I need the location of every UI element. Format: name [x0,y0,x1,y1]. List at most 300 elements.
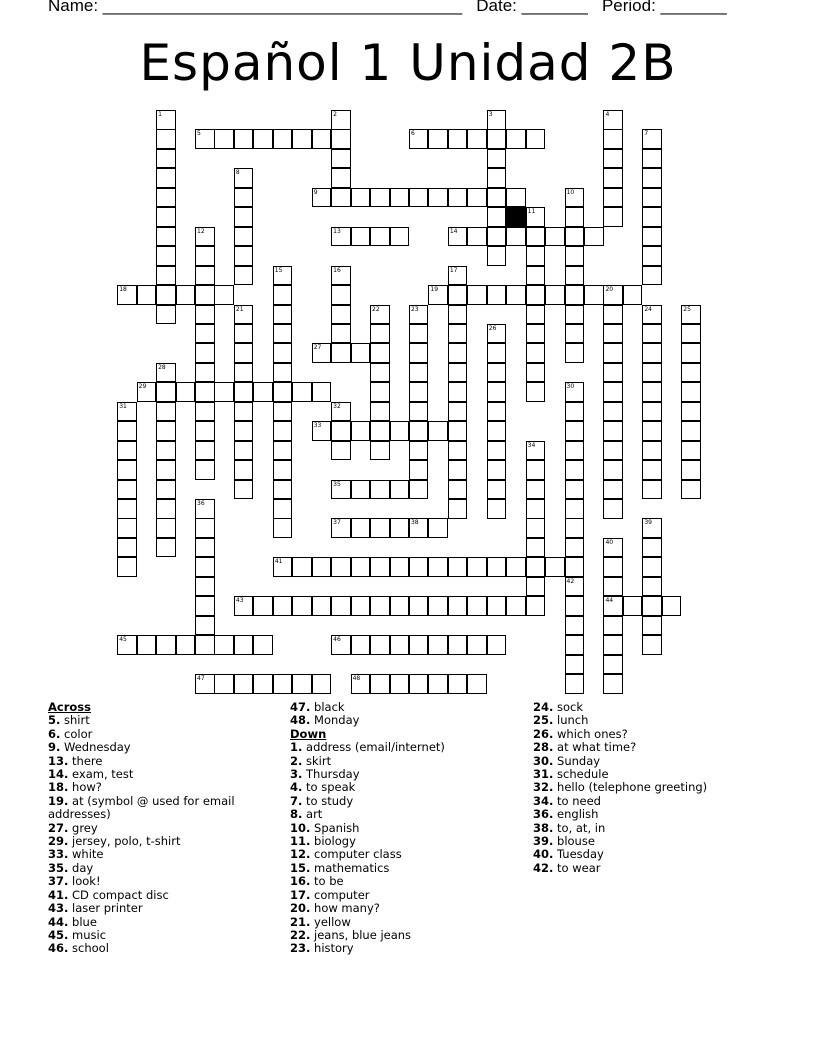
grid-cell[interactable] [603,655,623,675]
grid-cell[interactable] [234,363,254,383]
grid-cell[interactable] [137,382,157,402]
grid-cell[interactable] [195,227,215,247]
grid-cell[interactable] [331,188,351,208]
grid-cell[interactable] [428,188,448,208]
grid-cell[interactable] [681,363,701,383]
grid-cell[interactable] [351,188,371,208]
grid-cell[interactable] [584,285,604,305]
grid-cell[interactable] [117,460,137,480]
grid-cell[interactable] [603,421,623,441]
grid-cell[interactable] [565,324,585,344]
grid-cell[interactable] [642,518,662,538]
grid-cell[interactable] [234,382,254,402]
grid-cell[interactable] [195,538,215,558]
grid-cell[interactable] [409,129,429,149]
grid-cell[interactable] [603,363,623,383]
grid-cell[interactable] [681,343,701,363]
grid-cell[interactable] [234,246,254,266]
grid-cell[interactable] [117,441,137,461]
grid-cell[interactable] [390,421,410,441]
grid-cell[interactable] [234,129,254,149]
grid-cell[interactable] [156,285,176,305]
grid-cell[interactable] [526,441,546,461]
grid-cell[interactable] [370,518,390,538]
grid-cell[interactable] [642,480,662,500]
grid-cell[interactable] [642,129,662,149]
grid-cell[interactable] [195,635,215,655]
grid-cell[interactable] [526,538,546,558]
grid-cell[interactable] [156,266,176,286]
grid-cell[interactable] [565,188,585,208]
grid-cell[interactable] [156,421,176,441]
grid-cell[interactable] [603,402,623,422]
grid-cell[interactable] [642,538,662,558]
grid-cell[interactable] [273,266,293,286]
grid-cell[interactable] [526,207,546,227]
grid-cell[interactable] [117,285,137,305]
grid-cell[interactable] [603,285,623,305]
grid-cell[interactable] [603,577,623,597]
grid-cell[interactable] [487,441,507,461]
grid-cell[interactable] [156,441,176,461]
grid-cell[interactable] [467,674,487,694]
grid-cell[interactable] [565,227,585,247]
grid-cell[interactable] [409,188,429,208]
grid-cell[interactable] [603,441,623,461]
grid-cell[interactable] [331,110,351,130]
grid-cell[interactable] [117,518,137,538]
grid-cell[interactable] [565,480,585,500]
grid-cell[interactable] [428,421,448,441]
grid-cell[interactable] [448,460,468,480]
grid-cell[interactable] [331,557,351,577]
grid-cell[interactable] [176,382,196,402]
grid-cell[interactable] [351,674,371,694]
grid-cell[interactable] [351,635,371,655]
grid-cell[interactable] [331,149,351,169]
grid-cell[interactable] [234,441,254,461]
grid-cell[interactable] [409,402,429,422]
grid-cell[interactable] [234,188,254,208]
grid-cell[interactable] [273,460,293,480]
grid-cell[interactable] [448,480,468,500]
grid-cell[interactable] [351,480,371,500]
grid-cell[interactable] [603,499,623,519]
grid-cell[interactable] [681,441,701,461]
grid-cell[interactable] [448,596,468,616]
grid-cell[interactable] [565,441,585,461]
grid-cell[interactable] [156,499,176,519]
grid-cell[interactable] [565,538,585,558]
grid-cell[interactable] [448,129,468,149]
grid-cell[interactable] [370,480,390,500]
grid-cell[interactable] [273,421,293,441]
grid-cell[interactable] [195,557,215,577]
grid-cell[interactable] [331,421,351,441]
grid-cell[interactable] [156,227,176,247]
grid-cell[interactable] [526,246,546,266]
grid-cell[interactable] [565,674,585,694]
grid-cell[interactable] [273,285,293,305]
grid-cell[interactable] [117,421,137,441]
grid-cell[interactable] [409,382,429,402]
grid-cell[interactable] [565,285,585,305]
grid-cell[interactable] [526,129,546,149]
grid-cell[interactable] [370,557,390,577]
grid-cell[interactable] [370,402,390,422]
grid-cell[interactable] [195,402,215,422]
grid-cell[interactable] [156,246,176,266]
grid-cell[interactable] [273,382,293,402]
grid-cell[interactable] [487,421,507,441]
grid-cell[interactable] [545,285,565,305]
grid-cell[interactable] [234,305,254,325]
grid-cell[interactable] [526,343,546,363]
grid-cell[interactable] [487,246,507,266]
grid-cell[interactable] [642,343,662,363]
grid-cell[interactable] [312,674,332,694]
grid-cell[interactable] [331,324,351,344]
grid-cell[interactable] [273,596,293,616]
grid-cell[interactable] [137,285,157,305]
grid-cell[interactable] [487,168,507,188]
grid-cell[interactable] [156,129,176,149]
grid-cell[interactable] [642,635,662,655]
grid-cell[interactable] [234,402,254,422]
grid-cell[interactable] [506,227,526,247]
grid-cell[interactable] [273,499,293,519]
grid-cell[interactable] [331,266,351,286]
grid-cell[interactable] [526,324,546,344]
grid-cell[interactable] [448,285,468,305]
grid-cell[interactable] [273,343,293,363]
grid-cell[interactable] [214,382,234,402]
grid-cell[interactable] [487,635,507,655]
grid-cell[interactable] [545,227,565,247]
grid-cell[interactable] [331,402,351,422]
grid-cell[interactable] [642,246,662,266]
grid-cell[interactable] [409,674,429,694]
grid-cell[interactable] [273,402,293,422]
grid-cell[interactable] [331,441,351,461]
grid-cell[interactable] [370,324,390,344]
grid-cell[interactable] [681,382,701,402]
grid-cell[interactable] [603,480,623,500]
grid-cell[interactable] [642,149,662,169]
grid-cell[interactable] [370,382,390,402]
grid-cell[interactable] [156,168,176,188]
grid-cell[interactable] [428,557,448,577]
grid-cell[interactable] [448,227,468,247]
grid-cell[interactable] [331,168,351,188]
grid-cell[interactable] [565,655,585,675]
grid-cell[interactable] [448,324,468,344]
grid-cell[interactable] [390,480,410,500]
grid-cell[interactable] [234,343,254,363]
grid-cell[interactable] [681,421,701,441]
grid-cell[interactable] [176,635,196,655]
grid-cell[interactable] [642,441,662,461]
grid-cell[interactable] [292,557,312,577]
grid-cell[interactable] [467,129,487,149]
grid-cell[interactable] [195,674,215,694]
grid-cell[interactable] [487,227,507,247]
grid-cell[interactable] [487,110,507,130]
grid-cell[interactable] [195,129,215,149]
grid-cell[interactable] [506,557,526,577]
grid-cell[interactable] [331,305,351,325]
grid-cell[interactable] [467,557,487,577]
grid-cell[interactable] [526,266,546,286]
grid-cell[interactable] [565,402,585,422]
grid-cell[interactable] [487,499,507,519]
grid-cell[interactable] [545,557,565,577]
grid-cell[interactable] [506,129,526,149]
grid-cell[interactable] [234,324,254,344]
grid-cell[interactable] [603,188,623,208]
grid-cell[interactable] [603,596,623,616]
grid-cell[interactable] [273,480,293,500]
grid-cell[interactable] [642,188,662,208]
grid-cell[interactable] [156,305,176,325]
grid-cell[interactable] [195,324,215,344]
grid-cell[interactable] [409,363,429,383]
grid-cell[interactable] [312,188,332,208]
grid-cell[interactable] [195,285,215,305]
grid-cell[interactable] [409,596,429,616]
grid-cell[interactable] [331,596,351,616]
grid-cell[interactable] [234,674,254,694]
grid-cell[interactable] [117,499,137,519]
grid-cell[interactable] [156,363,176,383]
grid-cell[interactable] [428,285,448,305]
grid-cell[interactable] [565,246,585,266]
grid-cell[interactable] [292,382,312,402]
grid-cell[interactable] [603,129,623,149]
grid-cell[interactable] [565,518,585,538]
grid-cell[interactable] [487,557,507,577]
grid-cell[interactable] [565,616,585,636]
grid-cell[interactable] [370,188,390,208]
grid-cell[interactable] [565,635,585,655]
grid-cell[interactable] [428,674,448,694]
grid-cell[interactable] [156,402,176,422]
grid-cell[interactable] [292,129,312,149]
grid-cell[interactable] [312,129,332,149]
grid-cell[interactable] [331,343,351,363]
grid-cell[interactable] [273,324,293,344]
grid-cell[interactable] [409,635,429,655]
grid-cell[interactable] [623,596,643,616]
grid-cell[interactable] [370,674,390,694]
grid-cell[interactable] [603,168,623,188]
grid-cell[interactable] [467,188,487,208]
grid-cell[interactable] [565,596,585,616]
grid-cell[interactable] [195,596,215,616]
grid-cell[interactable] [370,421,390,441]
grid-cell[interactable] [428,635,448,655]
grid-cell[interactable] [312,421,332,441]
grid-cell[interactable] [156,635,176,655]
grid-cell[interactable] [214,285,234,305]
grid-cell[interactable] [448,421,468,441]
grid-cell[interactable] [390,227,410,247]
grid-cell[interactable] [448,382,468,402]
grid-cell[interactable] [117,538,137,558]
grid-cell[interactable] [526,518,546,538]
grid-cell[interactable] [234,207,254,227]
grid-cell[interactable] [253,596,273,616]
grid-cell[interactable] [642,324,662,344]
grid-cell[interactable] [467,227,487,247]
grid-cell[interactable] [214,129,234,149]
grid-cell[interactable] [526,305,546,325]
grid-cell[interactable] [195,246,215,266]
grid-cell[interactable] [642,577,662,597]
grid-cell[interactable] [195,382,215,402]
grid-cell[interactable] [565,499,585,519]
grid-cell[interactable] [195,460,215,480]
grid-cell[interactable] [117,480,137,500]
grid-cell[interactable] [642,207,662,227]
grid-cell[interactable] [409,343,429,363]
grid-cell[interactable] [292,596,312,616]
grid-cell[interactable] [273,674,293,694]
grid-cell[interactable] [448,305,468,325]
grid-cell[interactable] [273,305,293,325]
grid-cell[interactable] [351,557,371,577]
grid-cell[interactable] [428,518,448,538]
grid-cell[interactable] [195,577,215,597]
grid-cell[interactable] [526,382,546,402]
grid-cell[interactable] [487,188,507,208]
grid-cell[interactable] [506,596,526,616]
grid-cell[interactable] [156,149,176,169]
grid-cell[interactable] [448,499,468,519]
grid-cell[interactable] [370,363,390,383]
grid-cell[interactable] [448,266,468,286]
grid-cell[interactable] [565,305,585,325]
grid-cell[interactable] [195,363,215,383]
grid-cell[interactable] [409,460,429,480]
grid-cell[interactable] [642,382,662,402]
grid-cell[interactable] [331,518,351,538]
grid-cell[interactable] [487,480,507,500]
grid-cell[interactable] [603,149,623,169]
grid-cell[interactable] [409,421,429,441]
grid-cell[interactable] [448,402,468,422]
grid-cell[interactable] [487,285,507,305]
grid-cell[interactable] [448,635,468,655]
grid-cell[interactable] [409,441,429,461]
grid-cell[interactable] [370,596,390,616]
grid-cell[interactable] [565,421,585,441]
grid-cell[interactable] [234,480,254,500]
grid-cell[interactable] [448,188,468,208]
grid-cell[interactable] [156,188,176,208]
grid-cell[interactable] [642,421,662,441]
grid-cell[interactable] [642,402,662,422]
grid-cell[interactable] [448,557,468,577]
grid-cell[interactable] [448,363,468,383]
grid-cell[interactable] [156,207,176,227]
grid-cell[interactable] [156,460,176,480]
grid-cell[interactable] [603,635,623,655]
grid-cell[interactable] [331,480,351,500]
grid-cell[interactable] [681,305,701,325]
grid-cell[interactable] [467,596,487,616]
grid-cell[interactable] [331,635,351,655]
grid-cell[interactable] [234,635,254,655]
grid-cell[interactable] [390,518,410,538]
grid-cell[interactable] [253,635,273,655]
grid-cell[interactable] [565,207,585,227]
grid-cell[interactable] [603,305,623,325]
grid-cell[interactable] [565,266,585,286]
grid-cell[interactable] [642,266,662,286]
grid-cell[interactable] [253,129,273,149]
grid-cell[interactable] [195,421,215,441]
grid-cell[interactable] [603,343,623,363]
grid-cell[interactable] [584,227,604,247]
grid-cell[interactable] [526,285,546,305]
grid-cell[interactable] [390,635,410,655]
grid-cell[interactable] [312,557,332,577]
grid-cell[interactable] [603,110,623,130]
grid-cell[interactable] [273,557,293,577]
grid-cell[interactable] [137,635,157,655]
grid-cell[interactable] [623,285,643,305]
grid-cell[interactable] [273,363,293,383]
grid-cell[interactable] [642,616,662,636]
grid-cell[interactable] [409,518,429,538]
grid-cell[interactable] [409,557,429,577]
grid-cell[interactable] [526,557,546,577]
grid-cell[interactable] [603,207,623,227]
grid-cell[interactable] [351,518,371,538]
grid-cell[interactable] [370,635,390,655]
grid-cell[interactable] [234,227,254,247]
grid-cell[interactable] [195,305,215,325]
grid-cell[interactable] [467,285,487,305]
grid-cell[interactable] [487,129,507,149]
grid-cell[interactable] [156,110,176,130]
grid-cell[interactable] [487,324,507,344]
grid-cell[interactable] [214,674,234,694]
grid-cell[interactable] [273,129,293,149]
grid-cell[interactable] [234,596,254,616]
grid-cell[interactable] [565,577,585,597]
grid-cell[interactable] [603,460,623,480]
grid-cell[interactable] [292,674,312,694]
grid-cell[interactable] [448,441,468,461]
grid-cell[interactable] [370,441,390,461]
grid-cell[interactable] [565,343,585,363]
grid-cell[interactable] [409,324,429,344]
grid-cell[interactable] [195,518,215,538]
grid-cell[interactable] [214,635,234,655]
grid-cell[interactable] [565,557,585,577]
grid-cell[interactable] [506,188,526,208]
grid-cell[interactable] [390,557,410,577]
grid-cell[interactable] [409,480,429,500]
grid-cell[interactable] [487,460,507,480]
grid-cell[interactable] [390,674,410,694]
grid-cell[interactable] [642,305,662,325]
grid-cell[interactable] [390,188,410,208]
grid-cell[interactable] [273,441,293,461]
grid-cell[interactable] [253,382,273,402]
